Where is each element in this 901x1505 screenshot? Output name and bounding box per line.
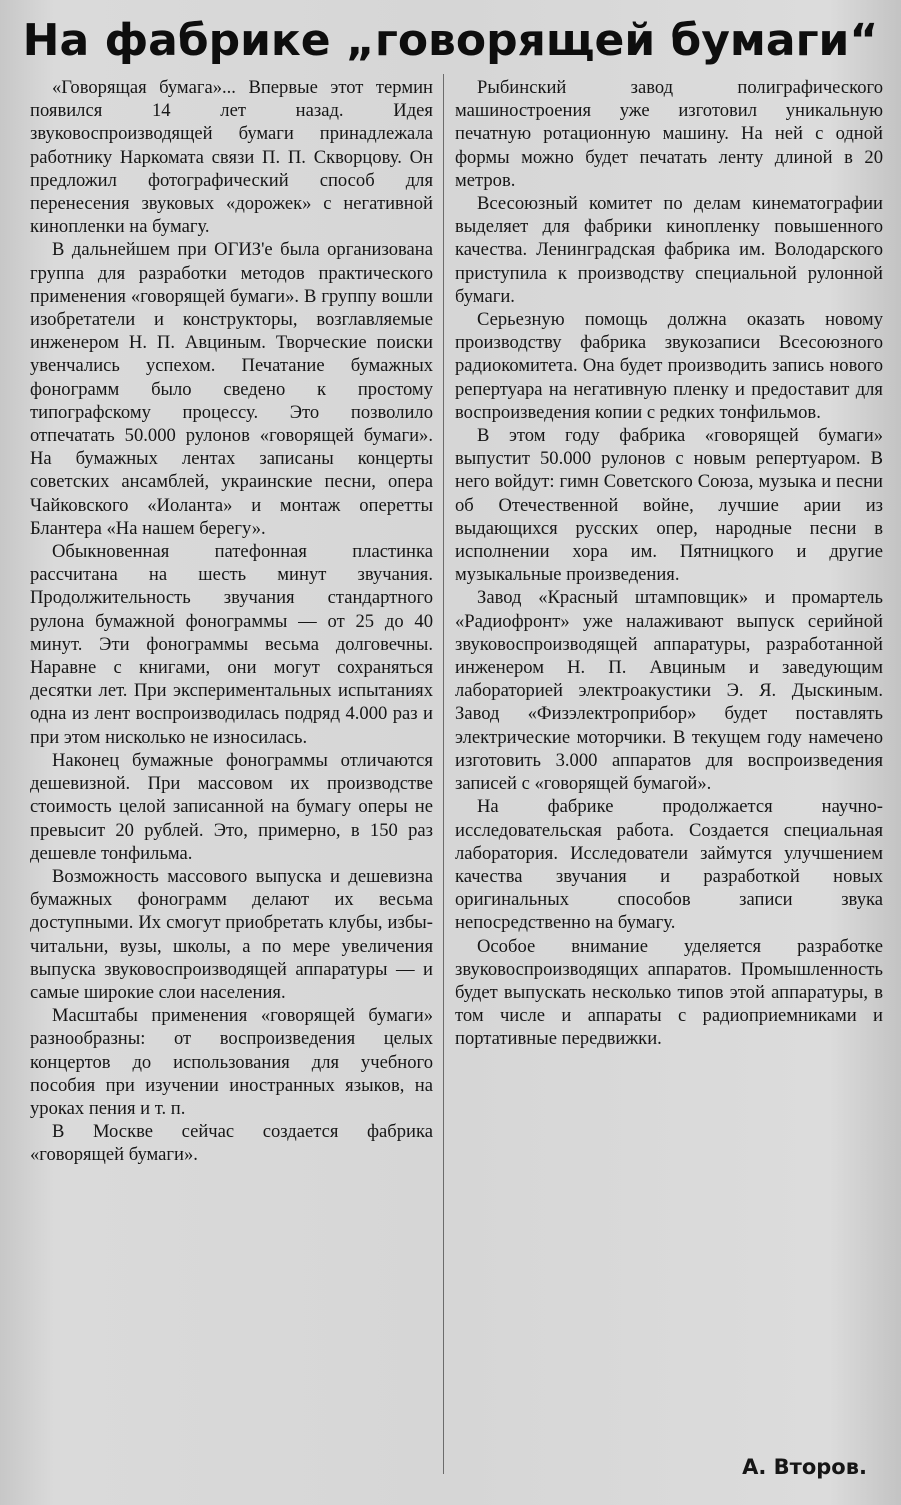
column-divider <box>443 74 444 1474</box>
paragraph: Особое внимание уделяется разработке звуковоспроизводящих аппаратов. Промышленность будет выпускать несколько типов этой аппаратуры, в том числе и аппараты с радиоприемниками и портативные передвижки. <box>455 935 883 1050</box>
article-headline: На фабрике „говорящей бумаги“ <box>22 15 879 66</box>
paragraph: На фабрике продолжается научно-исследовательская работа. Создается специальная лаборатория. Исследователи займутся улучшением качества звучания и разработкой новых оригинальных способов записи звука непосредственно на бумагу. <box>455 796 883 934</box>
paragraph: Обыкновенная патефонная пластинка рассчитана на шесть минут звучания. Продолжительность звучания стандартного рулона бумажной фонограммы — от 25 до 40 минут. Эти фонограммы весьма долговечны. Наравне с книгами, они могут сохраняться десятки лет. При экспериментальных испытаниях одна из лент воспроизводилась подряд 4.000 раз и при этом нисколько не износилась. <box>30 541 433 748</box>
paragraph: В Москве сейчас создается фабрика «говорящей бумаги». <box>30 1121 433 1166</box>
paragraph: Серьезную помощь должна оказать новому производству фабрика звукозаписи Всесоюзного радиокомитета. Она будет производить запись нового репертуара на негативную пленку и предоставит для воспроизведения копии с редких тонфильмов. <box>455 309 883 423</box>
paragraph: Завод «Красный штамповщик» и промартель «Радиофронт» уже налаживают выпуск серийной звуковоспроизводящей аппаратуры, разработанной инженером Н. П. Авциным и заведующим лабораторией электроакустики Э. Я. Дыскиным. Завод «Физэлектроприбор» будет поставлять электрические моторчики. В текущем году намечено изготовить 3.000 аппаратов для воспроизведения записей с «говорящей бумагой». <box>455 587 883 795</box>
left-column <box>30 76 433 1486</box>
paragraph: Всесоюзный комитет по делам кинематографии выделяет для фабрики кинопленку повышенного качества. Ленинградская фабрика им. Володарского приступила к производству специальной рулонной бумаги. <box>455 193 883 307</box>
paragraph: В дальнейшем при ОГИЗ'е была организована группа для разработки методов практического применения «говорящей бумаги». В группу вошли изобретатели и конструкторы, возглавляемые инженером Н. П. Авциным. Творческие поиски увенчались успехом. Печатание бумажных фонограмм было сведено к простому типографскому процессу. Это позволило отпечатать 50.000 рулонов «говорящей бумаги». На бумажных лентах записаны концерты советских ансамблей, украинские песни, опера Чайковского «Иоланта» и монтаж оперетты Блантера «На нашем берегу». <box>30 239 433 539</box>
right-column <box>455 76 883 1486</box>
paragraph: Наконец бумажные фонограммы отличаются дешевизной. При массовом их производстве стоимость целой записанной на бумагу оперы не превысит 20 рублей. Это, примерно, в 150 раз дешевле тонфильма. <box>30 749 433 864</box>
paragraph: Масштабы применения «говорящей бумаги» разнообразны: от воспроизведения целых концертов до использования для учебного пособия при изучении иностранных языков, на уроках пения и т. п. <box>30 1005 433 1119</box>
paragraph: Возможность массового выпуска и дешевизна бумажных фонограмм делают их весьма доступными. Их смогут приобретать клубы, избы-читальни, вузы, школы, а по мере увеличения выпуска звуковоспроизводящей аппаратуры — и самые широкие слои населения. <box>30 865 433 1003</box>
author-signature: А. Второв. <box>742 1455 867 1479</box>
paragraph: Рыбинский завод полиграфического машиностроения уже изготовил уникальную печатную ротационную машину. На ней с одной формы можно будет печатать ленту длиной в 20 метров. <box>455 77 883 191</box>
paragraph: «Говорящая бумага»... Впервые этот термин появился 14 лет назад. Идея звуковоспроизводящей бумаги принадлежала работнику Наркомата связи П. П. Скворцову. Он предложил фотографический способ для перенесения звуковых «дорожек» с негативной кинопленки на бумагу. <box>30 77 433 238</box>
paragraph: В этом году фабрика «говорящей бумаги» выпустит 50.000 рулонов с новым репертуаром. В него войдут: гимн Советского Союза, музыка и песни об Отечественной войне, лучшие арии из выдающихся русских опер, народные песни в исполнении хора им. Пятницкого и другие музыкальные произведения. <box>455 425 883 586</box>
